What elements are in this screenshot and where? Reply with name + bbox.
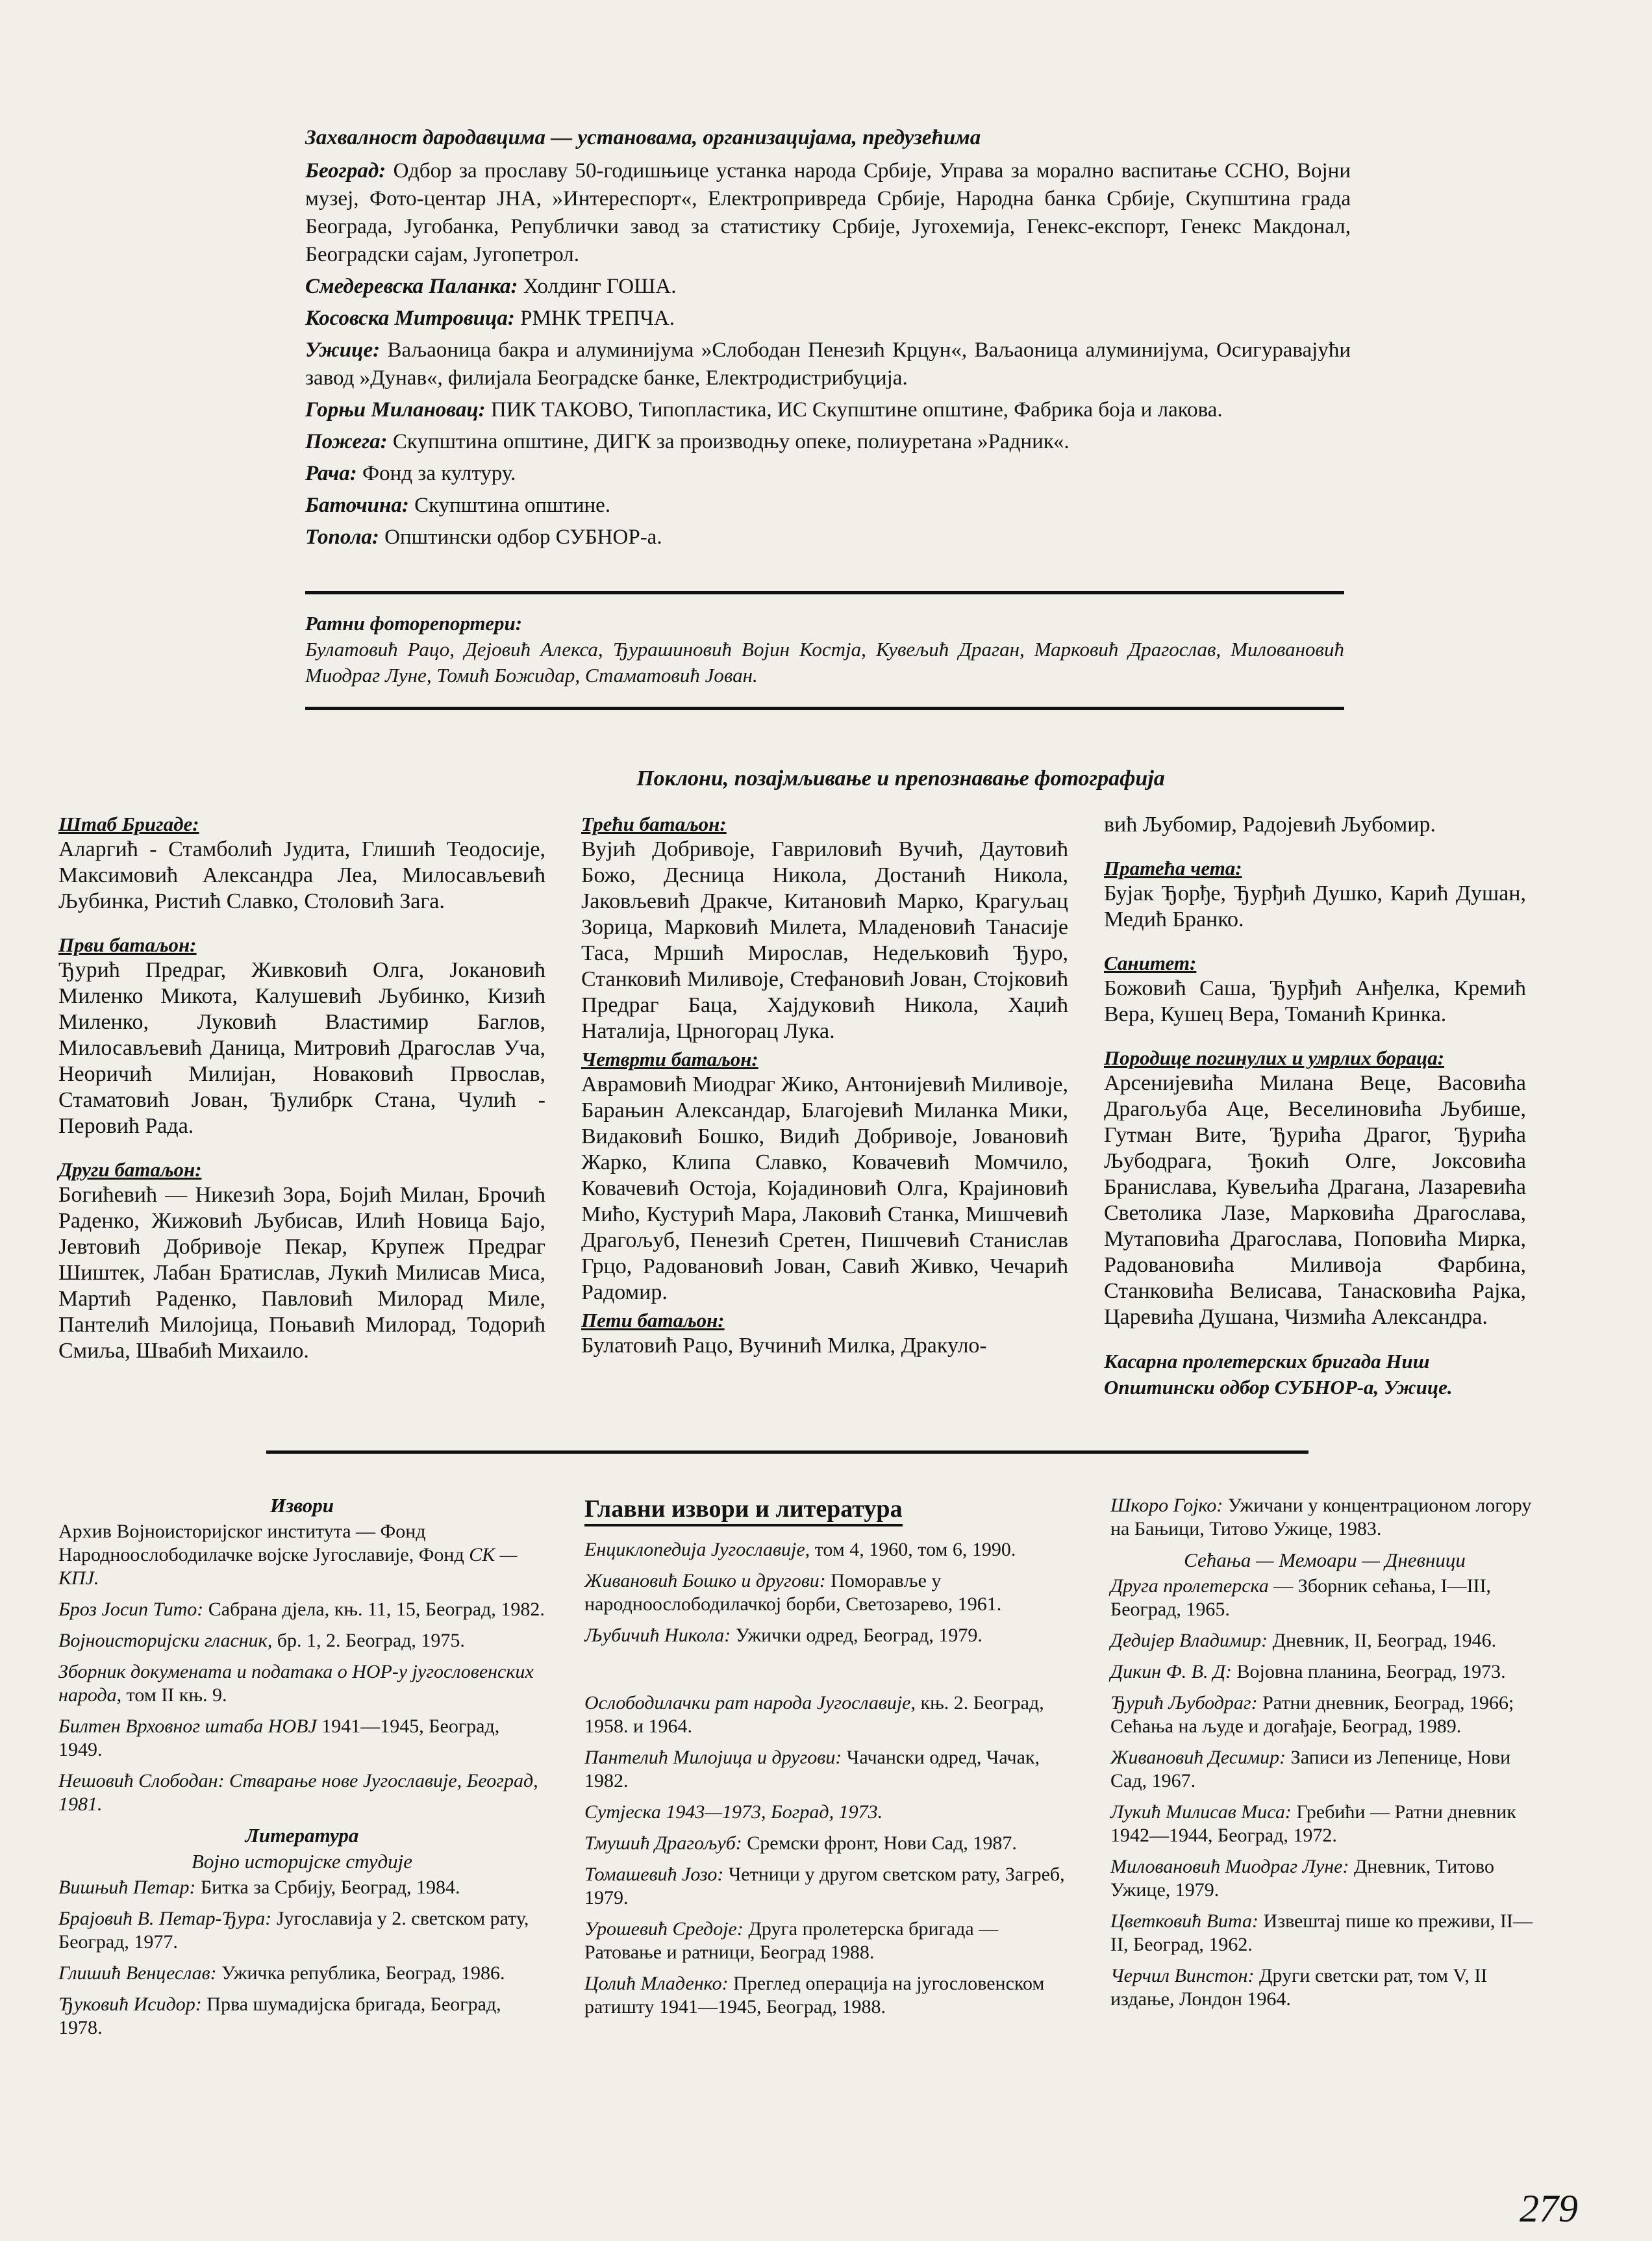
- reference-item: [58, 1629, 545, 1652]
- donor-text: РМНК ТРЕПЧА.: [514, 307, 675, 330]
- reference-item: [1110, 1660, 1539, 1684]
- reference-author: Цветковић Вита:: [1110, 1910, 1259, 1932]
- reference-text: Чачански одред, Чачак, 1982.: [584, 1747, 1040, 1792]
- donor-text: Холдинг ГОША.: [518, 275, 677, 298]
- donor-place: Смедеревска Паланка:: [305, 275, 518, 298]
- reference-author: Ђуковић Исидор:: [58, 1994, 202, 2015]
- reference-item: [58, 1598, 545, 1621]
- reference-author: Тмушић Драгољуб:: [584, 1832, 742, 1854]
- donor-entry: [305, 492, 1351, 520]
- sources-heading: Извори: [270, 1494, 334, 1517]
- reference-text: Други светски рат, том V, II издање, Лондон 1964.: [1110, 1965, 1488, 2010]
- reference-author: Цолић Младенко:: [584, 1973, 729, 1994]
- column-continuation: вић Љубомир, Радојевић Љубомир.: [1104, 813, 1436, 837]
- reference-item: [58, 1520, 545, 1590]
- reference-item: [584, 1624, 1071, 1647]
- main-sources-title: Главни извори и литература: [584, 1494, 903, 1526]
- reference-item: [1110, 1691, 1539, 1738]
- reference-text: Сремски фронт, Нови Сад, 1987.: [742, 1832, 1017, 1854]
- donor-place: Горњи Милановац:: [305, 398, 486, 422]
- reference-item: [584, 1918, 1071, 1964]
- reference-author: Урошевић Средоје:: [584, 1918, 744, 1940]
- donor-entry: [305, 273, 1351, 301]
- reference-author: Зборник докумената и података о НОР-у југословенских народа,: [58, 1661, 534, 1706]
- donor-text: Ваљаоница бакра и алуминијума »Слободан Пенезић Крцун«, Ваљаоница алуминијума, Осигуравајући завод »Дунав«, филијала Београдске банке, Електродистрибуција.: [305, 338, 1351, 390]
- reference-item: [584, 1538, 1071, 1562]
- reference-item: [1110, 1964, 1539, 2011]
- donor-place: Баточина:: [305, 494, 409, 517]
- donor-place: Пожега:: [305, 430, 388, 453]
- divider-rule: [305, 591, 1344, 594]
- reference-author: Дикин Ф. В. Д:: [1110, 1661, 1233, 1682]
- reference-text: Преглед операција на југословенском ратишту 1941—1945, Београд, 1988.: [584, 1973, 1045, 2018]
- reference-text: 1941—1945, Београд, 1949.: [58, 1716, 500, 1760]
- reference-item: [584, 1746, 1071, 1793]
- reference-author: Живановић Бошко и другови:: [584, 1570, 826, 1591]
- group-names: Божовић Саша, Ђурђић Анђелка, Кремић Вера, Кушец Вера, Томанић Кринка.: [1104, 976, 1526, 1026]
- donor-text: Скупштина општине, ДИГК за производњу опеке, полиуретана »Радник«.: [387, 430, 1070, 453]
- reference-item: [584, 1832, 1071, 1855]
- group-heading: Први батаљон:: [58, 933, 197, 956]
- references-list-1: [584, 1538, 1071, 1647]
- donor-place: Београд:: [305, 159, 386, 183]
- reference-text: Архив Војноисторијског института — Фонд Народноослободилачке војске Југославије, Фонд: [58, 1521, 469, 1565]
- donor-text: Фонд за културу.: [357, 462, 516, 485]
- donor-entry: [305, 524, 1351, 551]
- reference-author: Сутјеска 1943—1973, Боград, 1973.: [584, 1801, 883, 1823]
- donor-entry: [305, 305, 1351, 333]
- reference-text: Битка за Србију, Београд, 1984.: [195, 1877, 460, 1898]
- reference-author: Билтен Врховног штаба НОВЈ: [58, 1716, 317, 1737]
- reference-text: Прва шумадијска бригада, Београд, 1978.: [58, 1994, 501, 2038]
- reference-item: [1110, 1575, 1539, 1621]
- group-names: Вујић Добривоје, Гавриловић Вучић, Даутовић Божо, Десница Никола, Достанић Никола, Јаковљевић Дракче, Китановић Марко, Крагуљац Зорица, Марковић Милета, Младеновић Танасије Таса, Мршић Мирослав, Недељковић Ђуро, Станковић Миливоје, Стефановић Јован, Стојковић Предраг Баца, Хајдуковић Никола, Хаџић Наталија, Црногорац Лука.: [581, 837, 1068, 1043]
- reference-item: [584, 1569, 1071, 1616]
- photographers-label: Ратни фоторепортери:: [305, 612, 523, 635]
- literature-subheading: Војно историјске студије: [191, 1850, 413, 1873]
- gifts-column-1: [58, 812, 545, 1382]
- reference-text: Гребићи — Ратни дневник 1942—1944, Београд, 1972.: [1110, 1801, 1516, 1846]
- reference-author: Брајовић В. Петар-Ђура:: [58, 1908, 272, 1929]
- sources-list: [58, 1520, 545, 1816]
- reference-author: Пантелић Милојица и другови:: [584, 1747, 842, 1768]
- reference-text: Ужичка република, Београд, 1986.: [216, 1962, 505, 1984]
- reference-text: Дневник, II, Београд, 1946.: [1268, 1630, 1497, 1651]
- donor-place: Рача:: [305, 462, 357, 485]
- reference-text: књ. 2. Београд, 1958. и 1964.: [584, 1692, 1044, 1737]
- photographers-text: Булатовић Рацо, Дејовић Алекса, Ђурашиновић Војин Костја, Кувељић Драган, Марковић Драгослав, Миловановић Миодраг Луне, Томић Божидар, Стаматовић Јован.: [305, 638, 1344, 687]
- reference-author: Дедијер Владимир:: [1110, 1630, 1268, 1651]
- group-heading: Пети батаљон:: [581, 1309, 725, 1332]
- donors-section: [305, 123, 1351, 555]
- reference-item: [58, 1876, 545, 1899]
- gifts-title: Поклони, позајмљивање и препознавање фотографија: [636, 766, 1165, 791]
- reference-author: Љубичић Никола:: [584, 1625, 731, 1646]
- reference-text: Друга пролетерска бригада — Ратовање и ратници, Београд 1988.: [584, 1918, 999, 1963]
- donor-text: Одбор за прославу 50-годишњице устанка народа Србије, Управа за морално васпитање ССНО, Војни музеј, Фото-центар ЈНА, »Интереспорт«, Електропривреда Србије, Народна банка Србије, Скупштина града Београда, Југобанка, Републички завод за статистику Србије, Југохемија, Генекс-експорт, Генекс Макдонал, Београдски сајам, Југопетрол.: [305, 159, 1351, 266]
- reference-item: [584, 1801, 1071, 1824]
- literature-heading: Литература: [245, 1824, 359, 1847]
- group-names: Ђурић Предраг, Живковић Олга, Јокановић Миленко Микота, Калушевић Љубинко, Кизић Миленко, Луковић Властимир Баглов, Милосављевић Даница, Митровић Драгослав Уча, Неоричић Милијан, Новаковић Првослав, Стаматовић Јован, Ђулибрк Стана, Чулић - Перовић Рада.: [58, 958, 545, 1138]
- donor-list: [305, 157, 1351, 551]
- donor-entry: [305, 428, 1351, 456]
- donor-text: ПИК ТАКОВО, Типопластика, ИС Скупштине општине, Фабрика боја и лакова.: [485, 398, 1223, 422]
- reference-author: Енциклопедија Југославије,: [584, 1539, 810, 1560]
- reference-author: Ђурић Љубодраг:: [1110, 1692, 1258, 1714]
- references-list-2: [584, 1691, 1071, 2019]
- reference-item: [584, 1863, 1071, 1910]
- reference-item: [58, 1993, 545, 2040]
- reference-text: бр. 1, 2. Београд, 1975.: [272, 1630, 465, 1651]
- reference-text: Дневник, Титово Ужице, 1979.: [1110, 1856, 1494, 1901]
- donor-place: Ужице:: [305, 338, 381, 362]
- reference-author: Черчил Винстон:: [1110, 1965, 1255, 1986]
- reference-item: [58, 1769, 545, 1816]
- group-heading: Санитет:: [1104, 952, 1197, 974]
- reference-item: [58, 1907, 545, 1954]
- reference-author: Броз Јосип Тито:: [58, 1599, 204, 1620]
- reference-author: Глишић Венцеслав:: [58, 1962, 217, 1984]
- donor-place: Топола:: [305, 525, 379, 549]
- donor-entry: [305, 336, 1351, 392]
- photographers-section: [305, 611, 1344, 689]
- donor-text: Скупштина општине.: [408, 494, 611, 517]
- reference-text: Записи из Лепенице, Нови Сад, 1967.: [1110, 1747, 1511, 1792]
- reference-text: Извештај пише ко преживи, II—II, Београд, 1962.: [1110, 1910, 1533, 1955]
- group-names: Арсенијевића Милана Веце, Васовића Драгољуба Аце, Веселиновића Љубише, Гутман Вите, Ђурића Драгог, Ђурића Љубодрага, Ђокић Олге, Јоксовића Бранислава, Кувељића Драгана, Лазаревића Светолика Лазе, Марковића Драгослава, Мутаповића Драгослава, Поповића Мирка, Радовановића Миливоја Фарбина, Станковића Велисава, Танасковића Рајка, Царевића Душана, Чизмића Александра.: [1104, 1071, 1526, 1329]
- reference-item: [584, 1972, 1071, 2019]
- gifts-column-3-list: [1104, 856, 1526, 1330]
- donor-entry: [305, 460, 1351, 488]
- reference-text: Војовна планина, Београд, 1973.: [1232, 1661, 1506, 1682]
- reference-text: том II књ. 9.: [121, 1684, 227, 1706]
- sources-column-3: [1110, 1494, 1539, 2019]
- group-names: Богићевић — Никезић Зора, Бојић Милан, Брочић Раденко, Жижовић Љубисав, Илић Новица Бајо, Јевтовић Добривоје Пекар, Крупеж Предраг Шиштек, Лабан Братислав, Лукић Милисав Миса, Мартић Раденко, Павловић Милорад Миле, Пантелић Милојица, Поњавић Милорад, Тодорић Смиља, Швабић Михаило.: [58, 1183, 545, 1363]
- group-heading: Други батаљон:: [58, 1158, 202, 1181]
- donor-text: Општински одбор СУБНОР-а.: [379, 525, 662, 549]
- group-heading: Породице погинулих и умрлих бораца:: [1104, 1046, 1445, 1069]
- group-heading: Штаб Бригаде:: [58, 813, 199, 835]
- divider-rule: [305, 707, 1344, 710]
- donor-entry: [305, 157, 1351, 269]
- closing-line-1: Касарна пролетерских бригада Ниш: [1104, 1350, 1430, 1373]
- reference-text: Југославија у 2. светском рату, Београд, 1977.: [58, 1908, 529, 1953]
- reference-text: — Зборник сећања, I—III, Београд, 1965.: [1110, 1575, 1492, 1620]
- group-heading: Пратећа чета:: [1104, 857, 1242, 880]
- gifts-column-3: [1104, 812, 1526, 1400]
- reference-item: [58, 1962, 545, 1985]
- reference-author: Друга пролетерска: [1110, 1575, 1269, 1597]
- page-number: 279: [1520, 2187, 1578, 2230]
- reference-item: [1110, 1910, 1539, 1956]
- memoirs-subheading: Сећања — Мемоари — Дневници: [1184, 1549, 1466, 1571]
- group-heading: Четврти батаљон:: [581, 1048, 758, 1070]
- group-names: Аврамовић Миодраг Жико, Антонијевић Миливоје, Барањин Александар, Благојевић Миланка Мики, Видаковић Бошко, Видић Добривоје, Јовановић Жарко, Клипа Славко, Ковачевић Момчило, Ковачевић Остоја, Којадиновић Олга, Крајиновић Мићо, Кустурић Мара, Лаковић Станка, Мишчевић Драгољуб, Пенезић Сретен, Пишчевић Станислав Грцо, Радовановић Јован, Савић Живко, Чечарић Радомир.: [581, 1072, 1068, 1304]
- reference-item: [1110, 1801, 1539, 1847]
- reference-fund: СК — КПЈ.: [58, 1544, 518, 1589]
- reference-text: Ужички одред, Београд, 1979.: [731, 1625, 982, 1646]
- group-names: Булатовић Рацо, Вучинић Милка, Дракуло-: [581, 1334, 987, 1358]
- reference-text: Четници у другом светском рату, Загреб, 1979.: [584, 1864, 1065, 1908]
- sources-column-1: [58, 1494, 545, 2047]
- memoirs-list: [1110, 1575, 1539, 2011]
- reference-author: Томашевић Јозо:: [584, 1864, 724, 1885]
- reference-text: том 4, 1960, том 6, 1990.: [810, 1539, 1016, 1560]
- literature-list: [58, 1876, 545, 2040]
- reference-text: Сабрана дјела, књ. 11, 15, Београд, 1982.: [203, 1599, 545, 1620]
- reference-text: Поморавље у народноослободилачкој борби, Светозарево, 1961.: [584, 1570, 1002, 1615]
- reference-author: Вишњић Петар:: [58, 1877, 196, 1898]
- donor-place: Косовска Митровица:: [305, 307, 515, 330]
- reference-text: Ратни дневник, Београд, 1966; Сећања на људе и догађаје, Београд, 1989.: [1110, 1692, 1514, 1737]
- reference-item: [58, 1660, 545, 1707]
- reference-item: [584, 1691, 1071, 1738]
- group-names: Аларгић - Стамболић Јудита, Глишић Теодосије, Максимовић Александра Леа, Милосављевић Љубинка, Ристић Славко, Столовић Зага.: [58, 837, 545, 913]
- reference-item: [1110, 1746, 1539, 1793]
- reference-author: Ослободилачки рат народа Југославије,: [584, 1692, 916, 1714]
- reference-item: [1110, 1855, 1539, 1902]
- sources-column-2: [584, 1494, 1071, 2027]
- group-names: Бујак Ђорђе, Ђурђић Душко, Карић Душан, Медић Бранко.: [1104, 881, 1526, 931]
- group-heading: Трећи батаљон:: [581, 813, 727, 835]
- donors-title: Захвалност дародавцима — установама, организацијама, предузећима: [305, 126, 981, 149]
- reference-author: Нешовић Слободан: Стварање нове Југославије, Београд, 1981.: [58, 1770, 538, 1815]
- closing-line-2: Општински одбор СУБНОР-а, Ужице.: [1104, 1376, 1453, 1399]
- divider-rule: [266, 1450, 1308, 1454]
- reference-item: [1110, 1629, 1539, 1652]
- donor-entry: [305, 396, 1351, 424]
- reference-author: Лукић Милисав Миса:: [1110, 1801, 1292, 1823]
- reference-author: Миловановић Миодраг Луне:: [1110, 1856, 1349, 1877]
- gifts-column-2: [581, 812, 1068, 1361]
- reference-author: Живановић Десимир:: [1110, 1747, 1286, 1768]
- reference-item: Шкоро Гојко: Ужичани у концентрационом логору на Бањици, Титово Ужице, 1983.: [1110, 1495, 1532, 1539]
- reference-item: [58, 1715, 545, 1762]
- reference-author: Војноисторијски гласник,: [58, 1630, 273, 1651]
